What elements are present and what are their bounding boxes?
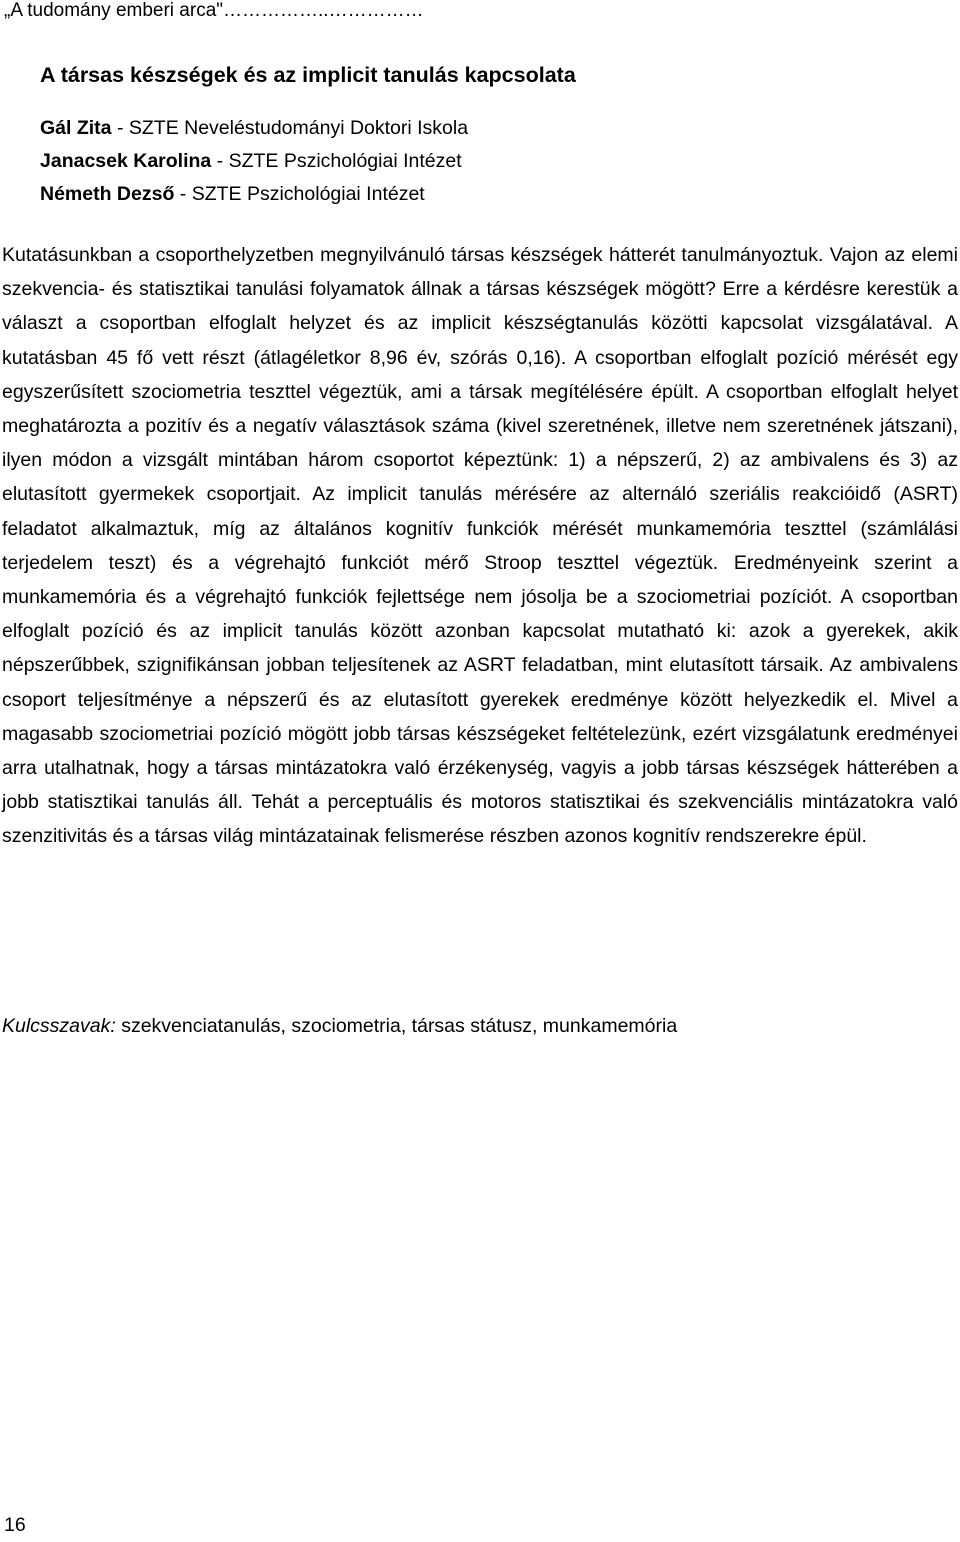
article-title: A társas készségek és az implicit tanulás kapcsolata (40, 63, 576, 87)
author-affiliation: - SZTE Neveléstudományi Doktori Iskola (111, 117, 469, 139)
keywords-label: Kulcsszavak: (2, 1015, 116, 1037)
author-name: Németh Dezső (40, 183, 175, 205)
author-affiliation: - SZTE Pszichológiai Intézet (174, 183, 425, 205)
author-line (40, 112, 468, 145)
keywords-text: szekvenciatanulás, szociometria, társas státusz, munkamemória (115, 1015, 678, 1037)
author-list (40, 112, 468, 211)
author-line (40, 178, 468, 211)
running-header: „A tudomány emberi arca"……………..…………… (4, 0, 424, 21)
author-name: Gál Zita (40, 117, 112, 139)
author-affiliation: - SZTE Pszichológiai Intézet (211, 150, 462, 172)
page-number: 16 (4, 1514, 26, 1536)
author-line (40, 145, 468, 178)
author-name: Janacsek Karolina (40, 150, 212, 172)
keywords-line (2, 1011, 677, 1041)
abstract-paragraph: Kutatásunkban a csoporthelyzetben megnyilvánuló társas készségek hátterét tanulmányoztuk. Vajon az elemi szekvencia- és statisztikai tanulási folyamatok állnak a társas készségek mögött? Erre a kérdésre kerestük a választ a csoportban elfoglalt helyzet és az implicit készségtanulás közötti kapcsolat vizsgálatával. A kutatásban 45 fő vett részt (átlagéletkor 8,96 év, szórás 0,16). A csoportban elfoglalt pozíció mérését egy egyszerűsített szociometria teszttel végeztük, ami a társak megítélésére épült. A csoportban elfoglalt helyet meghatározta a pozitív és a negatív választások száma (kivel szeretnének, illetve nem szeretnének játszani), ilyen módon a vizsgált mintában három csoportot képeztünk: 1) a népszerű, 2) az ambivalens és 3) az elutasított gyermekek csoportjait. Az implicit tanulás mérésére az alternáló szeriális reakcióidő (ASRT) feladatot alkalmaztuk, míg az általános kognitív funkciók mérését munkamemória teszttel (számlálási terjedelem teszt) és a végrehajtó funkciót mérő Stroop teszttel végeztük. Eredményeink szerint a munkamemória és a végrehajtó funkciók fejlettsége nem jósolja be a szociometriai pozíciót. A csoportban elfoglalt pozíció és az implicit tanulás között azonban kapcsolat mutatható ki: azok a gyerekek, akik népszerűbbek, szignifikánsan jobban teljesítenek az ASRT feladatban, mint elutasított társaik. Az ambivalens csoport teljesítménye a népszerű és az elutasított gyerekek eredménye között helyezkedik el. Mivel a magasabb szociometriai pozíció mögött jobb társas készségeket feltételezünk, ezért vizsgálatunk eredményei arra utalhatnak, hogy a társas mintázatokra való érzékenység, vagyis a jobb társas készségek hátterében a jobb statisztikai tanulás áll. Tehát a perceptuális és motoros statisztikai és szekvenciális mintázatokra való szenzitivitás és a társas világ mintázatainak felismerése részben azonos kognitív rendszerekre épül. (2, 244, 958, 848)
